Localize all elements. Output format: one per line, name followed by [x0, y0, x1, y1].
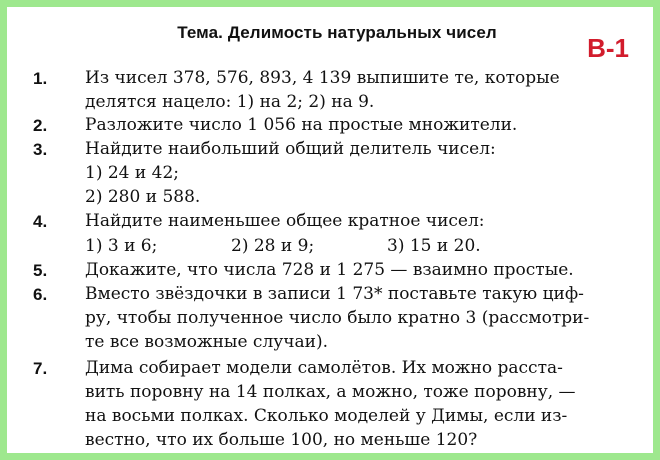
task-7-line-3: на восьми полках. Сколько моделей у Димы, если из-: [85, 406, 568, 426]
task-7-line-4: вестно, что их больше 100, но меньше 120?: [85, 430, 478, 450]
task-6-line-1: Вместо звёздочки в записи 1 73* поставьте такую циф-: [85, 284, 584, 304]
task-2-number: 2.: [33, 116, 48, 135]
page-title: Тема. Делимость натуральных чисел: [177, 23, 497, 42]
task-3-line-3: 2) 280 и 588.: [85, 187, 201, 207]
task-4-option-2: 2) 28 и 9;: [231, 236, 315, 256]
task-4-number: 4.: [33, 212, 48, 231]
task-7-number: 7.: [33, 359, 48, 378]
task-3-line-2: 1) 24 и 42;: [85, 163, 179, 183]
variant-label: В-1: [587, 33, 629, 63]
task-1-number: 1.: [33, 69, 48, 88]
task-3-line-1: Найдите наибольший общий делитель чисел:: [85, 139, 496, 159]
task-1-line-2: делятся нацело: 1) на 2; 2) на 9.: [85, 92, 375, 112]
task-1-line-1: Из чисел 378, 576, 893, 4 139 выпишите те, которые: [85, 68, 560, 88]
task-6-line-2: ру, чтобы полученное число было кратно 3 (рассмотри-: [85, 308, 590, 328]
task-7-line-1: Дима собирает модели самолётов. Их можно расста-: [85, 358, 563, 378]
task-5-line-1: Докажите, что числа 728 и 1 275 — взаимно простые.: [85, 260, 574, 280]
task-4-line-1: Найдите наименьшее общее кратное чисел:: [85, 211, 485, 231]
task-3-number: 3.: [33, 140, 48, 159]
task-5-number: 5.: [33, 261, 48, 280]
task-4-option-3: 3) 15 и 20.: [387, 236, 481, 256]
task-7-line-2: вить поровну на 14 полках, а можно, тоже поровну, —: [85, 382, 576, 402]
task-4-option-1: 1) 3 и 6;: [85, 236, 158, 256]
task-2-line-1: Разложите число 1 056 на простые множители.: [85, 115, 518, 135]
task-6-number: 6.: [33, 285, 48, 304]
task-6-line-3: те все возможные случаи).: [85, 332, 328, 352]
